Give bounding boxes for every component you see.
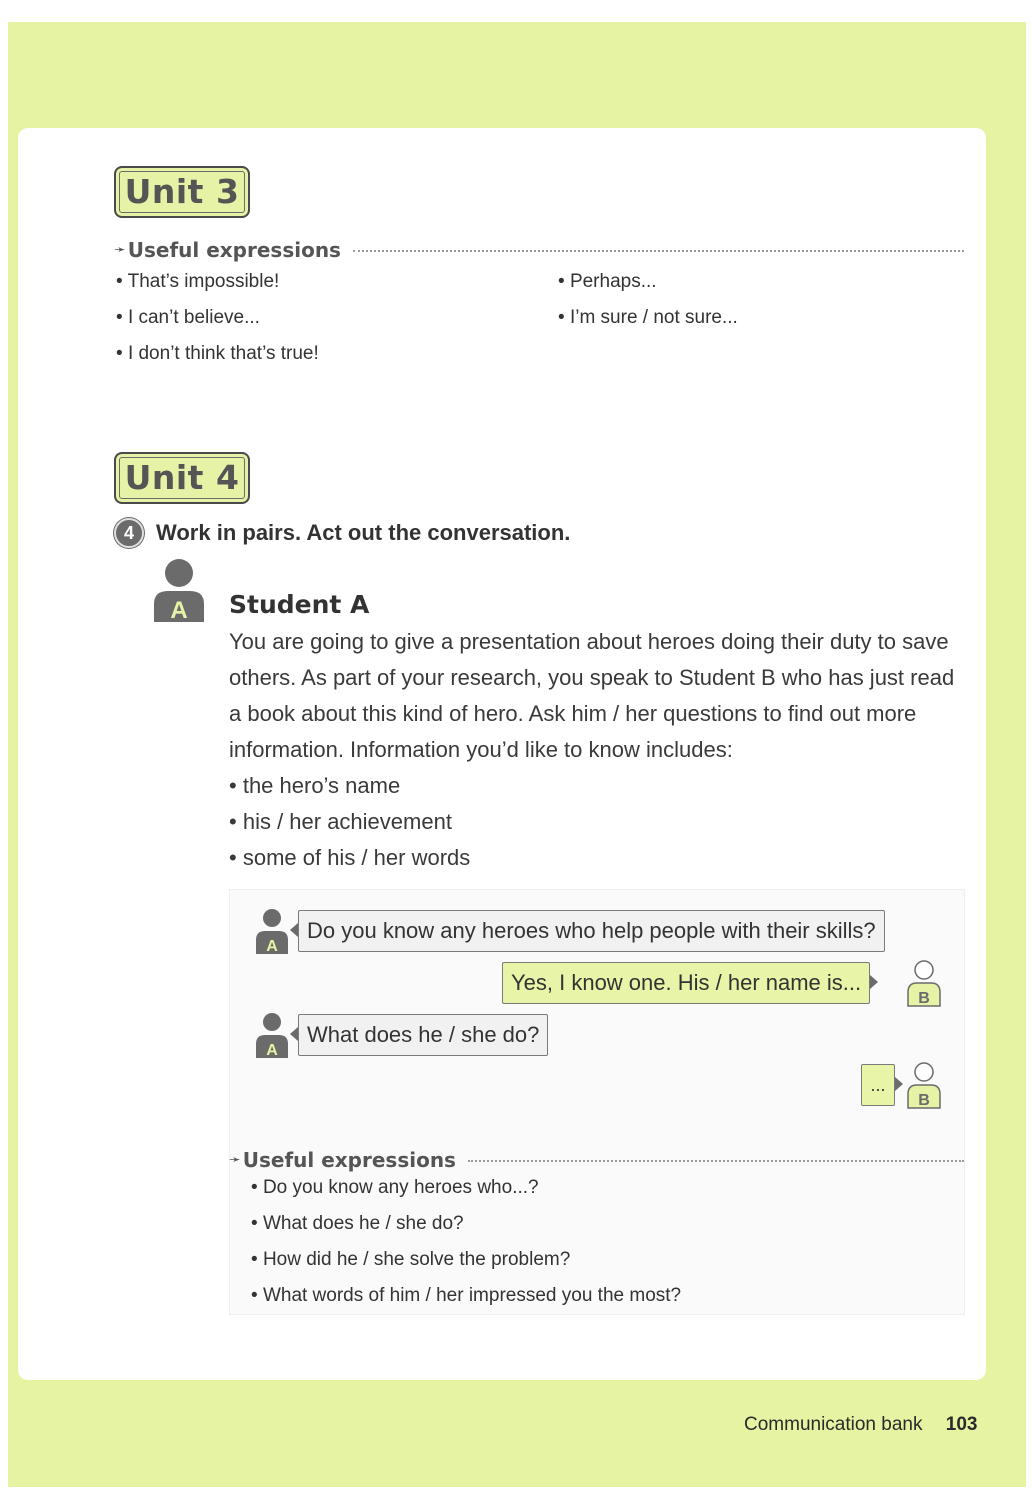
student-instructions: You are going to give a presentation about heroes doing their duty to save others. As part of your research, you speak to Student B who has just read a book about this kind of hero. Ask him / her questions to find out more information. Information you’d like to know includes: (229, 629, 955, 762)
list-item: • I’m sure / not sure... (558, 300, 738, 336)
list-item: • What words of him / her impressed you the most? (251, 1278, 681, 1314)
student-title: Student A (229, 590, 370, 619)
list-item: • I can’t believe... (116, 300, 319, 336)
speech-bubble-b1: Yes, I know one. His / her name is... (502, 962, 870, 1004)
list-item: • his / her achievement (229, 804, 470, 840)
list-item: • That’s impossible! (116, 264, 319, 300)
useful-title: Useful expressions (242, 1148, 456, 1172)
list-item: • some of his / her words (229, 840, 470, 876)
arrow-icon: ➛ (114, 242, 126, 258)
page-footer (744, 1414, 977, 1436)
useful-title: Useful expressions (127, 238, 341, 262)
list-item: • Do you know any heroes who...? (251, 1170, 681, 1206)
unit-4-badge: Unit 4 (114, 452, 250, 504)
dotted-divider (353, 250, 964, 252)
speaker-b-icon (904, 1062, 944, 1110)
list-item: • Perhaps... (558, 264, 738, 300)
list-item: • How did he / she solve the problem? (251, 1242, 681, 1278)
student-a-label: A (170, 597, 188, 624)
task-instruction (114, 518, 570, 548)
unit-4-useful-heading (229, 1148, 964, 1172)
page-number: 103 (945, 1414, 978, 1435)
info-list (229, 768, 470, 876)
speech-bubble-a1: Do you know any heroes who help people with their skills? (298, 910, 885, 952)
speaker-a-icon (252, 1012, 292, 1060)
speech-bubble-a2: What does he / she do? (298, 1014, 548, 1056)
task-text: Work in pairs. Act out the conversation. (156, 520, 571, 545)
unit-3-badge: Unit 3 (114, 166, 250, 218)
list-item: • I don’t think that’s true! (116, 336, 319, 372)
svg-text:B: B (918, 990, 930, 1007)
unit-3-useful-heading (114, 238, 964, 262)
speaker-b-icon (904, 960, 944, 1008)
unit-3-expressions-col1 (116, 264, 319, 372)
student-a-icon (150, 558, 208, 624)
svg-text:A: A (266, 938, 278, 955)
svg-text:A: A (266, 1042, 278, 1059)
speech-bubble-b2: ... (861, 1064, 895, 1106)
task-number-icon: 4 (114, 518, 144, 548)
list-item: • the hero’s name (229, 768, 470, 804)
section-name: Communication bank (744, 1414, 923, 1435)
svg-text:B: B (918, 1092, 930, 1109)
arrow-icon: ➛ (229, 1152, 241, 1168)
list-item: • What does he / she do? (251, 1206, 681, 1242)
unit-4-expressions (251, 1170, 681, 1314)
dotted-divider (468, 1160, 964, 1162)
speaker-a-icon (252, 908, 292, 956)
unit-3-expressions-col2 (558, 264, 738, 336)
